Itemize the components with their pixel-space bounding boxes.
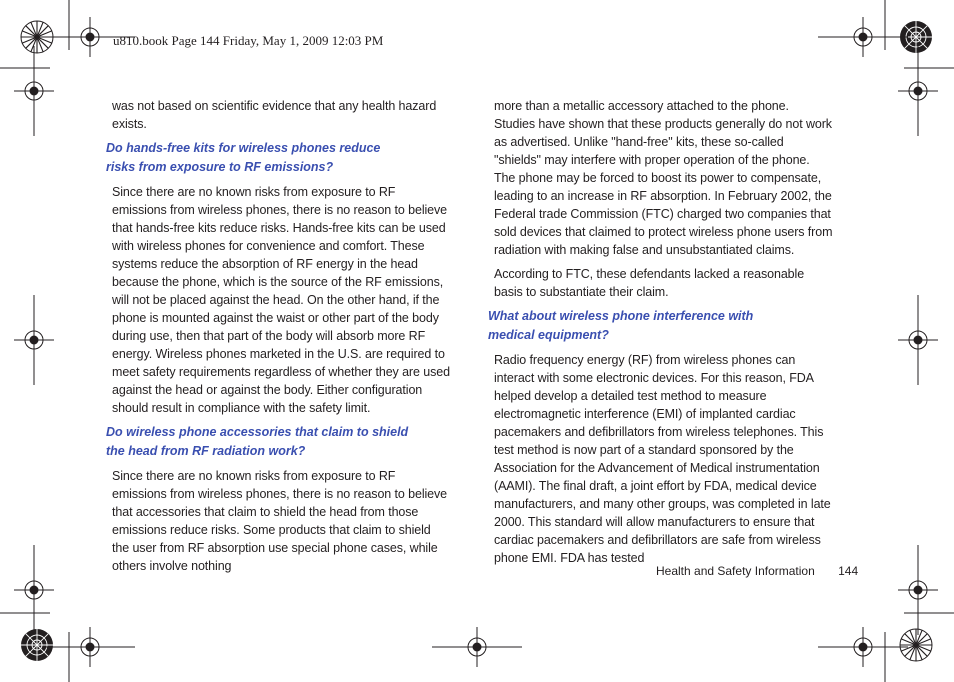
- ftc-paragraph: According to FTC, these defendants lacked a reasonable basis to substantiate their claim.: [494, 267, 805, 299]
- question-medical-interference: [488, 307, 833, 345]
- registration-star-bottom-right: [900, 629, 932, 661]
- right-column: [488, 97, 833, 573]
- print-header-stamp: u810.book Page 144 Friday, May 1, 2009 12:03 PM: [113, 33, 384, 48]
- footer-section-title: Health and Safety Information: [656, 564, 815, 578]
- answer-shield-accessories: Since there are no known risks from exposure to RF emissions from wireless phones, there is no reason to believe that accessories that claim to shield the head from those emissions reduce risks. Some products that claim to shield the user from RF absorption use special phone cases, while others involve nothing: [112, 469, 448, 573]
- question-line: medical equipment?: [488, 328, 609, 342]
- answer-hands-free-kits: Since there are no known risks from exposure to RF emissions from wireless phones, there is no reason to believe that hands-free kits reduce risks. Hands-free kits can be used with wireless phones for convenience and comfort. These systems reduce the absorption of RF energy in the head because the phone, which is the source of the RF emissions, will not be placed against the head. On the other hand, if the phone is mounted against the waist or other part of the body during use, then that part of the body will absorb more RF energy. Wireless phones marketed in the U.S. are required to meet safety requirements regardless of whether they are used against the head or against the body. Either configuration should result in compliance with the safety limit.: [112, 185, 450, 415]
- question-line: What about wireless phone interference with: [488, 309, 754, 323]
- left-column: [106, 97, 451, 581]
- registration-star-bottom-left: [21, 629, 53, 661]
- page-footer: [656, 564, 858, 578]
- question-line: Do hands-free kits for wireless phones reduce: [106, 141, 381, 155]
- page-number: 144: [838, 564, 859, 578]
- answer-medical-interference: Radio frequency energy (RF) from wireless phones can interact with some electronic devices. For this reason, FDA helped develop a detailed test method to measure electromagnetic interference (EMI) of implanted cardiac pacemakers and defibrillators from wireless telephones. This test method is now part of a standard sponsored by the Association for the Advancement of Medical instrumentation (AAMI). The final draft, a joint effort by FDA, medical device manufacturers, and many other groups, was completed in late 2000. This standard will allow manufacturers to ensure that cardiac pacemakers and defibrillators are safe from wireless phone EMI. FDA has tested: [494, 353, 831, 565]
- question-line: the head from RF radiation work?: [106, 444, 306, 458]
- question-line: Do wireless phone accessories that claim to shield: [106, 425, 409, 439]
- intro-paragraph: was not based on scientific evidence that any health hazard exists.: [112, 99, 437, 131]
- continued-paragraph: more than a metallic accessory attached to the phone. Studies have shown that these products generally do not work as advertised. Unlike "hand-free" kits, these so-called "shields" may interfere with proper operation of the phone. The phone may be forced to boost its power to compensate, leading to an increase in RF absorption. In February 2002, the Federal trade Commission (FTC) charged two companies that sold devices that claimed to protect wireless phone users from radiation with making false and unsubstantiated claims.: [494, 99, 833, 257]
- question-shield-accessories: [106, 423, 451, 461]
- question-hands-free-kits: [106, 139, 451, 177]
- question-line: risks from exposure to RF emissions?: [106, 160, 334, 174]
